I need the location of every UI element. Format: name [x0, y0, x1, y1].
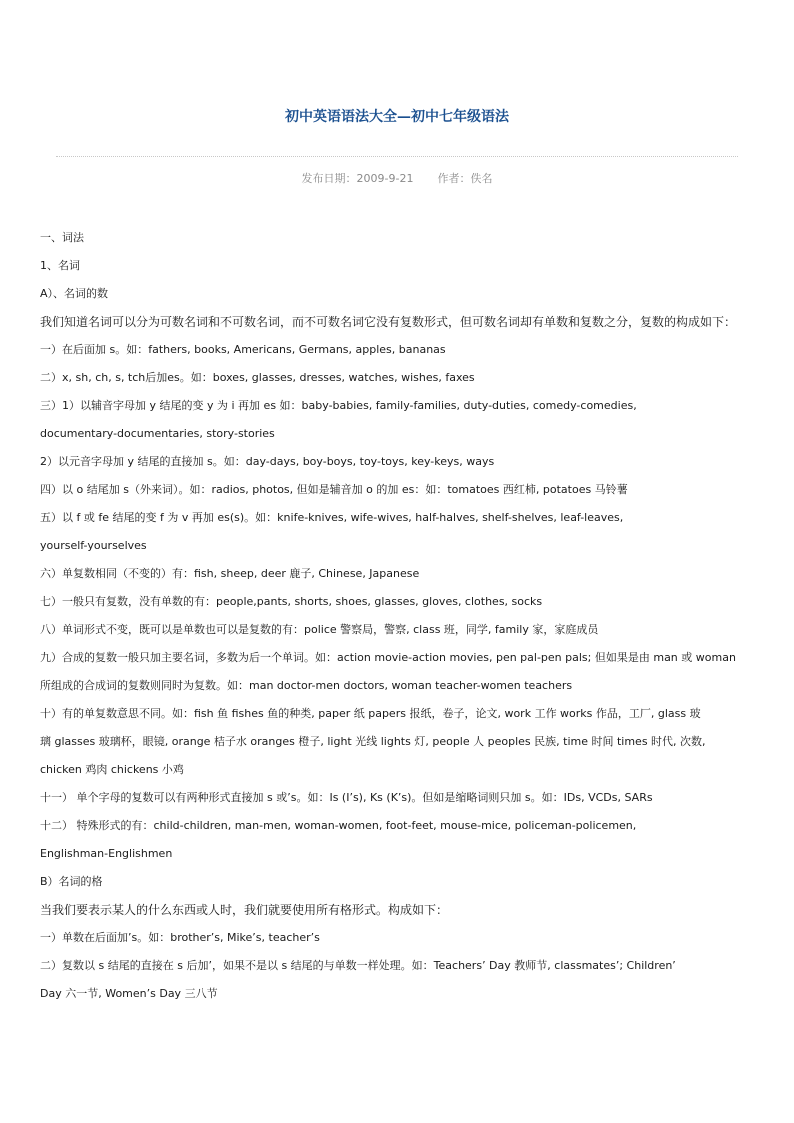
body-line: 十）有的单复数意思不同。如：fish 鱼 fishes 鱼的种类, paper 纸 papers 报纸，卷子，论文, work 工作 works 作品，工厂, glass 玻 [40, 707, 701, 720]
body-line: 我们知道名词可以分为可数名词和不可数名词，而不可数名词它没有复数形式，但可数名词却有单数和复数之分，复数的构成如下： [40, 315, 737, 329]
body-line: 八）单词形式不变，既可以是单数也可以是复数的有：police 警察局，警察, class 班，同学, family 家，家庭成员 [40, 623, 599, 636]
body-line: 一、词法 [40, 231, 84, 244]
page-title: 初中英语语法大全—初中七年级语法 [285, 109, 509, 125]
body-line: 七）一般只有复数，没有单数的有：people,pants, shorts, shoes, glasses, gloves, clothes, socks [40, 595, 543, 608]
body-line: B）名词的格 [40, 875, 103, 888]
body-line: 三）1）以辅音字母加 y 结尾的变 y 为 i 再加 es 如：baby-babies, family-families, duty-duties, comedy-comedies, [40, 399, 637, 412]
body-line: 二）复数以 s 结尾的直接在 s 后加’，如果不是以 s 结尾的与单数一样处理。如：Teachers’ Day 教师节, classmates’; Children’ [40, 959, 676, 972]
body-line: 四）以 o 结尾加 s（外来词）。如：radios, photos, 但如是辅音加 o 的加 es：如：tomatoes 西红柿, potatoes 马铃薯 [40, 483, 628, 496]
article-meta [0, 170, 794, 186]
author: 作者：佚名 [437, 172, 493, 185]
body-line: 十二） 特殊形式的有：child-children, man-men, woman-women, foot-feet, mouse-mice, policeman-policemen, [40, 819, 637, 832]
body-line: Englishman-Englishmen [40, 847, 173, 860]
body-line: chicken 鸡肉 chickens 小鸡 [40, 763, 184, 776]
title-divider [56, 156, 738, 157]
body-line: 一）单数在后面加’s。如：brother’s, Mike’s, teacher’s [40, 931, 320, 944]
body-line: A）、名词的数 [40, 287, 109, 300]
body-line: documentary-documentaries, story-stories [40, 427, 275, 440]
body-line: 九）合成的复数一般只加主要名词，多数为后一个单词。如：action movie-action movies, pen pal-pen pals; 但如果是由 man 或 woman [40, 651, 736, 664]
article-body [40, 230, 754, 1014]
body-line: 二）x, sh, ch, s, tch后加es。如：boxes, glasses, dresses, watches, wishes, faxes [40, 371, 475, 384]
body-line: 十一） 单个字母的复数可以有两种形式直接加 s 或’s。如：Is (I’s), Ks (K’s)。但如是缩略词则只加 s。如：IDs, VCDs, SARs [40, 791, 653, 804]
body-line: 一）在后面加 s。如：fathers, books, Americans, Germans, apples, bananas [40, 343, 446, 356]
body-line: 2）以元音字母加 y 结尾的直接加 s。如：day-days, boy-boys, toy-toys, key-keys, ways [40, 455, 495, 468]
publish-date: 发布日期：2009-9-21 [301, 172, 414, 185]
body-line: 五）以 f 或 fe 结尾的变 f 为 v 再加 es(s)。如：knife-knives, wife-wives, half-halves, shelf-shelves, leaf-leaves, [40, 511, 624, 524]
body-line: 璃 glasses 玻璃杯，眼镜, orange 桔子水 oranges 橙子, light 光线 lights 灯, people 人 peoples 民族, time 时间 times 时代, 次数, [40, 735, 706, 748]
body-line: 1、名词 [40, 259, 80, 272]
body-line: yourself-yourselves [40, 539, 147, 552]
body-line: 当我们要表示某人的什么东西或人时，我们就要使用所有格形式。构成如下： [40, 903, 449, 917]
body-line: Day 六一节, Women’s Day 三八节 [40, 987, 218, 1000]
body-line: 所组成的合成词的复数则同时为复数。如：man doctor-men doctors, woman teacher-women teachers [40, 679, 573, 692]
body-line: 六）单复数相同（不变的）有：fish, sheep, deer 鹿子, Chinese, Japanese [40, 567, 420, 580]
